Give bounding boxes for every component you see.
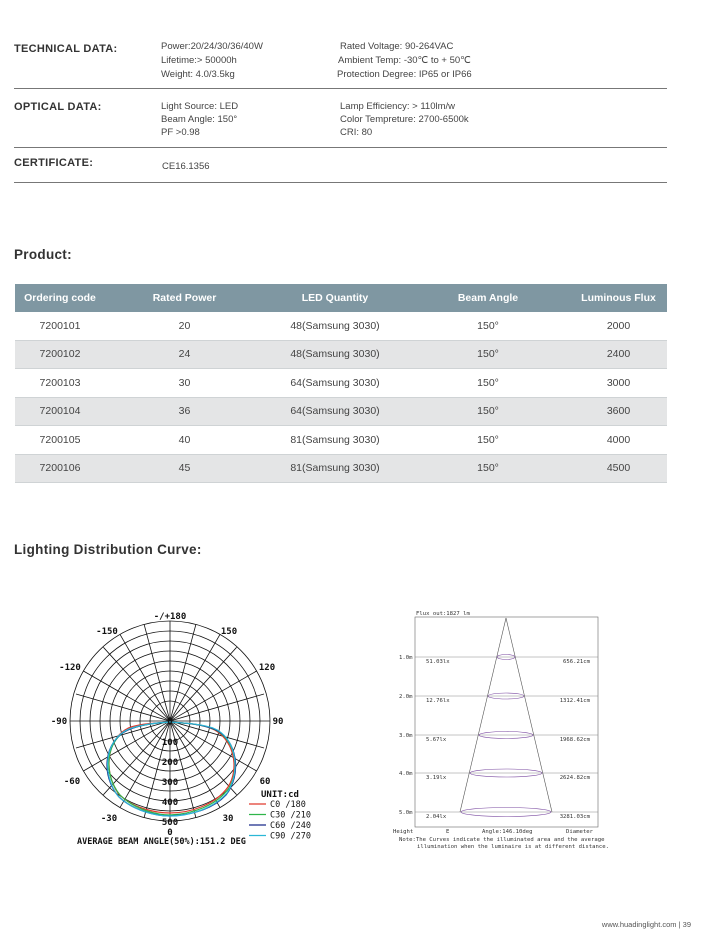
cell-rated-power: 30 — [105, 369, 264, 398]
cone-diameter-3: 1968.62cm — [559, 737, 590, 743]
spec-weight: Weight: 4.0/3.5kg — [161, 69, 235, 80]
cone-height-1: 1.0m — [399, 655, 413, 661]
cell-led-quantity: 64(Samsung 3030) — [264, 397, 406, 426]
certificate-value: CE16.1356 — [162, 161, 210, 172]
table-row — [15, 454, 667, 483]
cell-luminous-flux: 4000 — [570, 426, 667, 455]
angle-label-r30: 30 — [222, 814, 234, 824]
cell-rated-power: 20 — [105, 312, 264, 340]
table-row — [15, 426, 667, 455]
flux-out-label: Flux out:1827 lm — [416, 611, 470, 617]
radial-label-400: 400 — [161, 798, 179, 808]
cell-rated-power: 36 — [105, 397, 264, 426]
polar-legend — [249, 800, 311, 842]
legend-label-c90: C90 /270 — [270, 831, 311, 842]
divider — [14, 182, 667, 183]
spec-rated-voltage: Rated Voltage: 90-264VAC — [340, 41, 454, 52]
angle-label-l90: -90 — [50, 717, 68, 727]
cell-led-quantity: 81(Samsung 3030) — [264, 426, 406, 455]
cell-ordering-code: 7200103 — [15, 369, 105, 398]
cone-diagram — [390, 605, 620, 855]
unit-label: UNIT:cd — [261, 790, 299, 800]
cell-ordering-code: 7200106 — [15, 454, 105, 483]
spec-beam-angle: Beam Angle: 150° — [161, 114, 238, 125]
optical-data-label: OPTICAL DATA: — [14, 101, 102, 113]
cell-beam-angle: 150° — [406, 340, 570, 369]
legend-label-c0: C0 /180 — [270, 800, 306, 810]
angle-label-l30: -30 — [100, 814, 118, 824]
page-footer: www.huadinglight.com | 39 — [601, 920, 691, 929]
cone-frame — [415, 617, 598, 827]
cone-diameter-1: 656.21cm — [563, 659, 590, 665]
cone-height-3: 3.0m — [399, 733, 413, 739]
angle-label-top: -/+180 — [153, 612, 187, 622]
divider — [14, 147, 667, 148]
cone-lux-1: 51.03lx — [426, 659, 450, 665]
cell-led-quantity: 48(Samsung 3030) — [264, 312, 406, 340]
cone-note-line1: Note:The Curves indicate the illuminated area and the average — [399, 837, 605, 843]
cell-luminous-flux: 3600 — [570, 397, 667, 426]
col-led-quantity: LED Quantity — [264, 284, 406, 312]
cell-luminous-flux: 2000 — [570, 312, 667, 340]
col-rated-power: Rated Power — [105, 284, 264, 312]
spec-lamp-efficiency: Lamp Efficiency: > 110lm/w — [340, 101, 456, 112]
cone-footer-angle: Angle:146.10deg — [482, 829, 533, 835]
spec-lifetime: Lifetime:> 50000h — [161, 55, 237, 66]
cell-led-quantity: 48(Samsung 3030) — [264, 340, 406, 369]
cone-footer-e: E — [446, 829, 450, 835]
cell-led-quantity: 64(Samsung 3030) — [264, 369, 406, 398]
cell-ordering-code: 7200105 — [15, 426, 105, 455]
cone-outline — [460, 618, 552, 817]
col-luminous-flux: Luminous Flux — [570, 284, 667, 312]
cell-ordering-code: 7200102 — [15, 340, 105, 369]
table-row — [15, 340, 667, 369]
angle-label-r120: 120 — [258, 663, 276, 673]
cell-beam-angle: 150° — [406, 312, 570, 340]
cone-height-5: 5.0m — [399, 810, 413, 816]
cell-luminous-flux: 3000 — [570, 369, 667, 398]
cell-beam-angle: 150° — [406, 454, 570, 483]
cell-led-quantity: 81(Samsung 3030) — [264, 454, 406, 483]
cone-diameter-2: 1312.41cm — [559, 698, 590, 704]
ldc-title: Lighting Distribution Curve: — [14, 542, 202, 557]
col-ordering-code: Ordering code — [15, 284, 105, 312]
spec-power: Power:20/24/30/36/40W — [161, 41, 263, 52]
cell-beam-angle: 150° — [406, 426, 570, 455]
cone-footer-height: Height — [393, 829, 414, 835]
angle-label-l150: -150 — [96, 627, 118, 637]
divider — [14, 88, 667, 89]
angle-label-bottom: 0 — [167, 828, 173, 838]
cone-diameter-4: 2624.82cm — [559, 775, 590, 781]
cell-ordering-code: 7200104 — [15, 397, 105, 426]
cone-grid — [415, 657, 598, 812]
product-title: Product: — [14, 247, 72, 262]
technical-data-label: TECHNICAL DATA: — [14, 43, 118, 55]
cone-note-line2: illumination when the luminaire is at different distance. — [417, 844, 609, 850]
table-row — [15, 369, 667, 398]
radial-label-200: 200 — [161, 758, 179, 768]
cone-diameter-5: 3281.03cm — [559, 814, 590, 820]
col-beam-angle: Beam Angle — [406, 284, 570, 312]
polar-diagram — [40, 605, 340, 850]
spec-color-temperature: Color Tempreture: 2700-6500k — [340, 114, 469, 125]
angle-label-r90: 90 — [272, 717, 284, 727]
radial-label-500: 500 — [161, 818, 179, 828]
radial-label-100: 100 — [161, 738, 179, 748]
cone-lux-2: 12.76lx — [426, 698, 450, 704]
cone-lux-5: 2.04lx — [426, 814, 447, 820]
radial-label-0: 0 — [167, 717, 173, 727]
cell-beam-angle: 150° — [406, 369, 570, 398]
angle-label-r150: 150 — [220, 627, 238, 637]
angle-label-l120: -120 — [59, 663, 81, 673]
legend-label-c30: C30 /210 — [270, 810, 311, 821]
cone-lux-4: 3.19lx — [426, 775, 447, 781]
spec-ambient-temp: Ambient Temp: -30℃ to + 50℃ — [338, 55, 471, 66]
cell-luminous-flux: 4500 — [570, 454, 667, 483]
legend-label-c60: C60 /240 — [270, 821, 311, 831]
table-header-row — [15, 284, 667, 312]
cell-beam-angle: 150° — [406, 397, 570, 426]
spec-light-source: Light Source: LED — [161, 101, 239, 112]
product-table — [15, 284, 667, 483]
cell-rated-power: 40 — [105, 426, 264, 455]
angle-label-l60: -60 — [63, 777, 81, 787]
cone-lux-3: 5.67lx — [426, 737, 447, 743]
cell-rated-power: 45 — [105, 454, 264, 483]
cell-rated-power: 24 — [105, 340, 264, 369]
angle-label-r60: 60 — [259, 777, 271, 787]
beam-angle-caption: AVERAGE BEAM ANGLE(50%):151.2 DEG — [77, 837, 246, 847]
radial-label-300: 300 — [161, 778, 179, 788]
cone-height-2: 2.0m — [399, 694, 413, 700]
spec-cri: CRI: 80 — [340, 127, 373, 138]
cone-footer-diameter: Diameter — [566, 829, 593, 835]
spec-pf: PF >0.98 — [161, 127, 200, 138]
cell-ordering-code: 7200101 — [15, 312, 105, 340]
cone-labels — [393, 655, 609, 850]
cone-height-4: 4.0m — [399, 771, 413, 777]
table-row — [15, 312, 667, 340]
spec-protection-degree: Protection Degree: IP65 or IP66 — [337, 69, 472, 80]
table-row — [15, 397, 667, 426]
cell-luminous-flux: 2400 — [570, 340, 667, 369]
certificate-label: CERTIFICATE: — [14, 157, 94, 169]
